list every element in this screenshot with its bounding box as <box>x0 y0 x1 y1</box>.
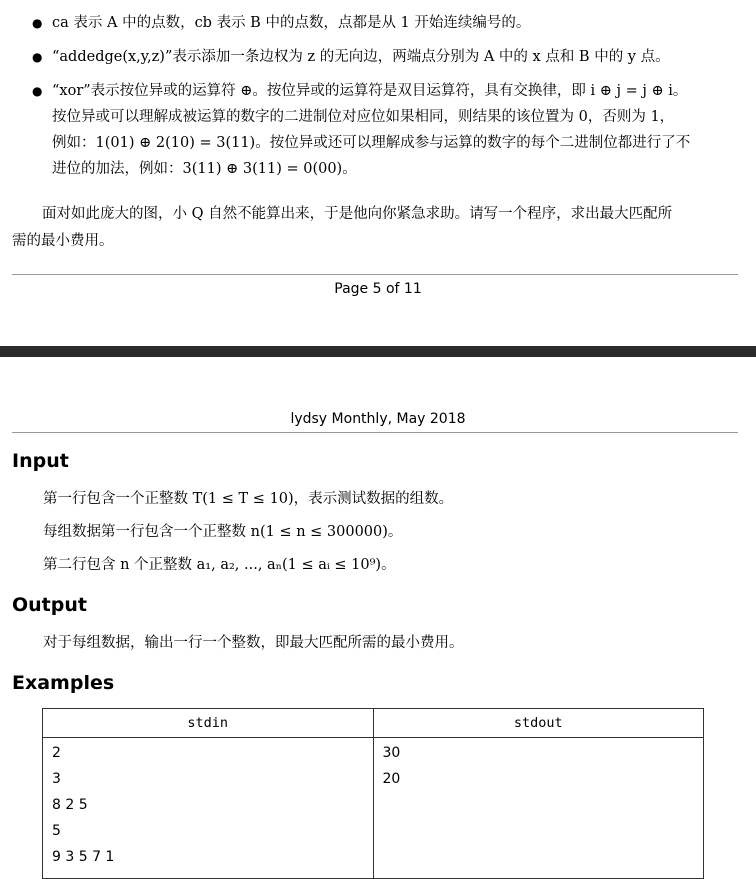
bullet-dot-icon: ● <box>32 16 43 30</box>
page-header: lydsy Monthly, May 2018 <box>290 411 466 427</box>
stdout-line: 20 <box>382 771 401 787</box>
stdin-line: 5 <box>52 823 61 839</box>
stdin-line: 3 <box>52 771 61 787</box>
input-line: 第二行包含 n 个正整数 a₁, a₂, ..., aₙ(1 ≤ aᵢ ≤ 10⁹)。 <box>43 557 396 573</box>
stdin-cell <box>43 738 374 879</box>
input-line: 第一行包含一个正整数 T(1 ≤ T ≤ 10)，表示测试数据的组数。 <box>43 491 454 507</box>
output-line: 对于每组数据，输出一行一个整数，即最大匹配所需的最小费用。 <box>43 635 464 651</box>
stdin-line: 9 3 5 7 1 <box>52 849 115 865</box>
bullet-text: “addedge(x,y,z)”表示添加一条边权为 z 的无向边，两端点分别为 A 中的 x 点和 B 中的 y 点。 <box>52 49 670 65</box>
bullet-dot-icon: ● <box>32 84 43 98</box>
page-separator <box>0 346 756 357</box>
bullet-line: 进位的加法，例如：3(11) ⊕ 3(11) = 0(00)。 <box>52 161 357 177</box>
stdout-line: 30 <box>382 745 401 761</box>
examples-heading: Examples <box>12 672 115 694</box>
table-row <box>43 738 704 879</box>
examples-table <box>42 708 704 879</box>
paragraph-line: 面对如此庞大的图，小 Q 自然不能算出来，于是他向你紧急求助。请写一个程序，求出最大匹配所 <box>42 206 673 222</box>
stdin-line: 2 <box>52 745 61 761</box>
bullet-ca-cb <box>30 10 742 36</box>
bullet-line: “xor”表示按位异或的运算符 ⊕。按位异或的运算符是双目运算符，具有交换律，即 i ⊕ j = j ⊕ i。 <box>52 83 688 99</box>
header-rule <box>12 432 738 433</box>
stdin-header: stdin <box>43 709 374 738</box>
page-6 <box>0 357 756 874</box>
definition-list <box>30 10 742 190</box>
page-5 <box>0 0 756 346</box>
paragraph-line: 需的最小费用。 <box>12 233 114 249</box>
footer-rule <box>12 274 738 275</box>
bullet-dot-icon: ● <box>32 50 43 64</box>
bullet-xor <box>30 78 742 182</box>
input-line: 每组数据第一行包含一个正整数 n(1 ≤ n ≤ 300000)。 <box>43 524 403 540</box>
bullet-text: ca 表示 A 中的点数，cb 表示 B 中的点数，点都是从 1 开始连续编号的。 <box>52 15 531 31</box>
table-header-row <box>43 709 704 738</box>
stdout-header: stdout <box>373 709 704 738</box>
bullet-addedge <box>30 44 742 70</box>
bullet-line: 例如：1(01) ⊕ 2(10) = 3(11)。按位异或还可以理解成参与运算的数字的每个二进制位都进行了不 <box>52 135 691 151</box>
stdin-line: 8 2 5 <box>52 797 88 813</box>
request-paragraph <box>12 201 742 255</box>
bullet-line: 按位异或可以理解成被运算的数字的二进制位对应位如果相同，则结果的该位置为 0，否则为 1， <box>52 109 675 125</box>
page-footer: Page 5 of 11 <box>334 281 422 297</box>
stdout-cell <box>373 738 704 879</box>
output-heading: Output <box>12 594 87 616</box>
input-heading: Input <box>12 450 69 472</box>
